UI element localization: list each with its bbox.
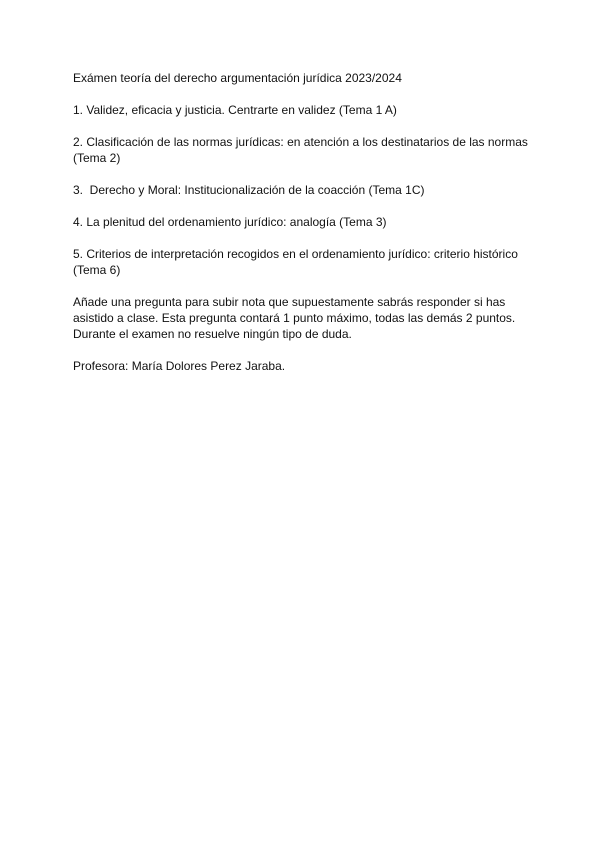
professor-name: Profesora: María Dolores Perez Jaraba. [73,359,286,373]
exam-note: Añade una pregunta para subir nota que supuestamente sabrás responder si has asistido a clase. Esta pregunta contará 1 punto máximo, todas las demás 2 puntos. Durante el examen no resuelve ningún tipo de duda. [73,295,519,341]
exam-title: Exámen teoría del derecho argumentación jurídica 2023/2024 [73,71,402,85]
question-3: 3. Derecho y Moral: Institucionalización de la coacción (Tema 1C) [73,183,425,197]
document-content [73,70,533,390]
question-1: 1. Validez, eficacia y justicia. Centrarte en validez (Tema 1 A) [73,103,397,117]
question-2: 2. Clasificación de las normas jurídicas: en atención a los destinatarios de las normas (Tema 2) [73,135,532,165]
question-5: 5. Criterios de interpretación recogidos en el ordenamiento jurídico: criterio histórico (Tema 6) [73,247,522,277]
question-4: 4. La plenitud del ordenamiento jurídico: analogía (Tema 3) [73,215,387,229]
